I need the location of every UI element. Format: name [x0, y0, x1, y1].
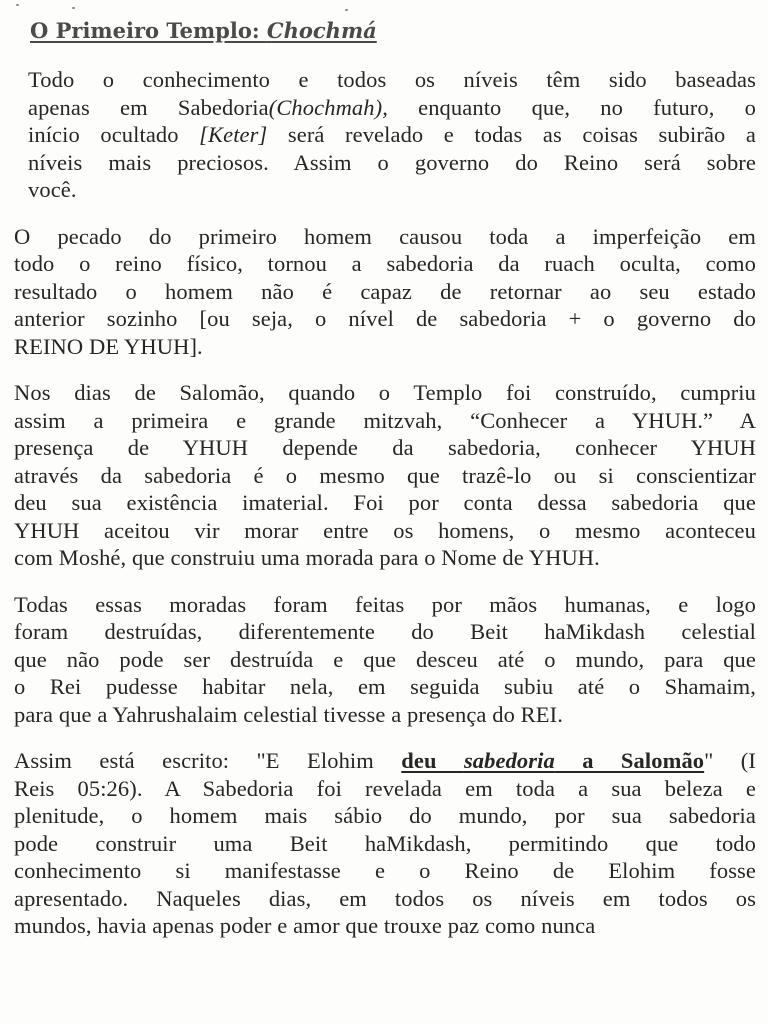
document-body — [14, 66, 756, 959]
text-line — [14, 223, 756, 251]
text-line — [28, 176, 756, 204]
text-run: será revelado e todas as coisas subirão a — [267, 122, 756, 147]
text-line — [28, 66, 756, 94]
text-line — [28, 121, 756, 149]
title-main: O Primeiro Templo: — [30, 18, 267, 43]
text-run: mundos, havia apenas poder e amor que trouxe paz como nunca — [14, 913, 596, 938]
text-run: presença de YHUH depende da sabedoria, conhecer YHUH — [14, 435, 756, 460]
text-line — [14, 591, 756, 619]
scan-speck — [345, 9, 348, 11]
text-run: resultado o homem não é capaz de retornar ao seu estado — [14, 278, 756, 304]
text-line — [14, 747, 756, 775]
text-line — [14, 857, 756, 885]
page-title — [30, 18, 377, 43]
text-run: YHUH aceitou vir morar entre os homens, o mesmo aconteceu — [14, 517, 756, 543]
paragraph-5 — [14, 747, 756, 940]
text-line — [14, 701, 756, 729]
text-run: anterior sozinho [ou seja, o nível de sabedoria + o governo do — [14, 306, 756, 331]
text-run: apenas em Sabedoria — [28, 94, 269, 120]
paragraph-1 — [14, 66, 756, 204]
text-line — [14, 618, 756, 646]
text-run: Reis 05:26). A Sabedoria foi revelada em toda a sua beleza e — [14, 775, 756, 801]
text-line — [14, 885, 756, 913]
text-run: deu sua existência imaterial. Foi por conta dessa sabedoria que — [14, 490, 756, 515]
paragraph-3 — [14, 379, 756, 572]
text-run: com Moshé, que construiu uma morada para o Nome de YHUH. — [14, 545, 600, 570]
text-run: foram destruídas, diferentemente do Beit haMikdash celestial — [14, 619, 756, 644]
text-line — [14, 544, 756, 572]
text-run: apresentado. Naqueles dias, em todos os níveis em todos os — [14, 885, 756, 911]
text-line — [14, 305, 756, 333]
text-line — [14, 407, 756, 435]
text-run: Todas essas moradas foram feitas por mãos humanas, e logo — [14, 591, 756, 617]
italic-text: (Chochmah), — [268, 94, 388, 120]
text-run: você. — [28, 177, 77, 202]
text-line — [14, 517, 756, 545]
text-line — [28, 94, 756, 122]
bold-underlined-text: a Salomão — [554, 748, 705, 773]
text-line — [14, 489, 756, 517]
text-run: para que a Yahrushalaim celestial tivesse a presença do REI. — [14, 701, 563, 727]
text-run: enquanto que, no futuro, o — [387, 94, 756, 120]
text-line — [28, 149, 756, 177]
text-run: níveis mais preciosos. Assim o governo do Reino será sobre — [28, 149, 756, 175]
text-run: que não pode ser destruída e que desceu até o mundo, para que — [14, 646, 756, 672]
italic-text: [Keter] — [199, 122, 268, 147]
text-run: Nos dias de Salomão, quando o Templo foi construído, cumpriu — [14, 380, 756, 405]
text-line — [14, 646, 756, 674]
text-run: O pecado do primeiro homem causou toda a imperfeição em — [14, 223, 756, 249]
text-line — [14, 462, 756, 490]
text-run: REINO DE YHUH]. — [14, 333, 203, 359]
text-run: o Rei pudesse habitar nela, em seguida subiu até o Shamaim, — [14, 674, 756, 699]
text-line — [14, 278, 756, 306]
text-run: início ocultado — [28, 122, 200, 147]
text-line — [14, 333, 756, 361]
bold-italic-text: sabedoria — [463, 748, 555, 773]
text-run: através da sabedoria é o mesmo que trazê-lo ou si conscientizar — [14, 462, 756, 488]
bold-underlined-text: deu — [401, 748, 464, 773]
text-run: todo o reino físico, tornou a sabedoria da ruach oculta, como — [14, 251, 756, 276]
text-run: assim a primeira e grande mitzvah, “Conhecer a YHUH.” A — [14, 407, 756, 433]
text-line — [14, 775, 756, 803]
text-run: " (I — [704, 748, 756, 773]
scan-speck — [72, 7, 75, 9]
title-italic: Chochmá — [266, 18, 377, 43]
text-line — [14, 912, 756, 940]
paragraph-4 — [14, 591, 756, 729]
emphasis-wrapper — [464, 748, 555, 773]
paragraph-2 — [14, 223, 756, 361]
text-run: conhecimento si manifestasse e o Reino de Elohim fosse — [14, 858, 756, 883]
text-line — [14, 802, 756, 830]
text-run: pode construir uma Beit haMikdash, permitindo que todo — [14, 830, 756, 856]
text-line — [14, 250, 756, 278]
text-line — [14, 830, 756, 858]
text-line — [14, 673, 756, 701]
text-run: Todo o conhecimento e todos os níveis têm sido baseadas — [28, 67, 756, 92]
text-line — [14, 379, 756, 407]
text-line — [14, 434, 756, 462]
text-run: Assim está escrito: "E Elohim — [14, 748, 402, 773]
scan-speck — [16, 4, 19, 6]
text-run: plenitude, o homem mais sábio do mundo, por sua sabedoria — [14, 803, 756, 828]
